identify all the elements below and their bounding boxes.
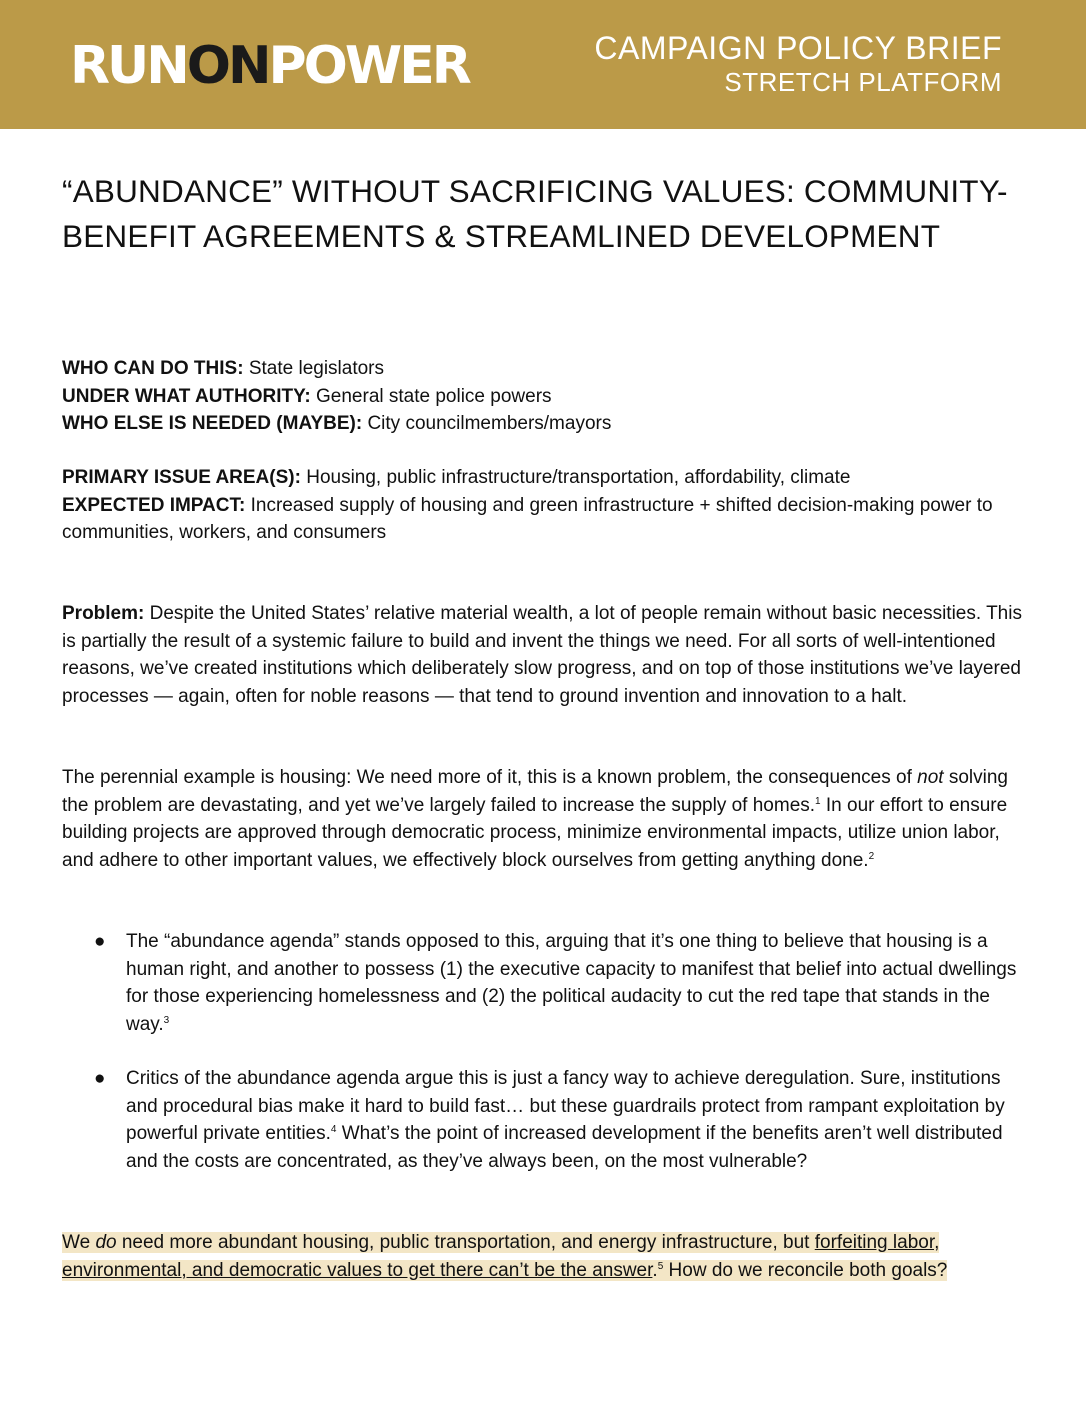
bullet-list-1: [62, 928, 1022, 1038]
housing-text-b: solving the problem are devastating, and yet we’ve largely failed to increase the supply of homes.: [62, 767, 1008, 816]
highlighted-conclusion: [62, 1232, 947, 1281]
bullet-dot-icon: ●: [94, 1068, 106, 1089]
housing-italic: not: [917, 767, 944, 788]
meta-impact-label: EXPECTED IMPACT:: [62, 494, 246, 516]
final-text-d: How do we reconcile both goals?: [663, 1259, 948, 1281]
problem-label: Problem:: [62, 603, 145, 624]
meta-else-label: WHO ELSE IS NEEDED (MAYBE):: [62, 413, 363, 434]
final-underlined-link[interactable]: forfeiting labor, environmental, and democratic values to get there can’t be the answer: [62, 1232, 940, 1281]
brief-title: CAMPAIGN POLICY BRIEF: [594, 30, 1002, 66]
meta-else: [62, 410, 1022, 438]
final-text-b: need more abundant housing, public transportation, and energy infrastructure, but: [116, 1232, 815, 1253]
final-text-a: We: [62, 1232, 96, 1253]
meta-impact: [62, 492, 1022, 547]
housing-text-a: The perennial example is housing: We need more of it, this is a known problem, the consequences of: [62, 767, 918, 788]
meta-block-authority: [62, 355, 1022, 438]
meta-issue-value: Housing, public infrastructure/transportation, affordability, climate: [300, 467, 851, 488]
meta-issue: [62, 464, 1022, 492]
header-banner: [0, 0, 1086, 129]
bullet-2-text-a: Critics of the abundance agenda argue this is just a fancy way to achieve deregulation. Sure, institutions and procedural bias make it hard to build fast… but these guardrails protect from rampant exploitation by powerful private entities.: [126, 1068, 1005, 1144]
footnote-ref-2[interactable]: 2: [868, 850, 875, 862]
bullet-dot-icon: ●: [94, 931, 106, 952]
housing-paragraph: [62, 764, 1022, 874]
bullet-2-text-b: What’s the point of increased development if the benefits aren’t well distributed and the costs are concentrated, as they’ve always been, on the most vulnerable?: [126, 1123, 1003, 1172]
problem-text: Despite the United States’ relative material wealth, a lot of people remain without basic necessities. This is partially the result of a systemic failure to build and invent the things we need. For all sorts of well-intentioned reasons, we’ve created institutions which deliberately slow progress, and on top of those institutions we’ve layered processes — again, often for noble reasons — that tend to ground invention and innovation to a halt.: [62, 603, 1022, 707]
meta-impact-value: Increased supply of housing and green infrastructure + shifted decision-making power to communities, workers, and consumers: [62, 494, 993, 543]
meta-who: [62, 355, 1022, 383]
meta-issue-label: PRIMARY ISSUE AREA(S):: [62, 467, 301, 488]
meta-who-value: State legislators: [243, 358, 385, 379]
bullet-abundance-agenda: [62, 928, 1022, 1038]
brief-subtitle: STRETCH PLATFORM: [724, 67, 1002, 97]
meta-authority-value: General state police powers: [310, 385, 552, 407]
bullet-list-2: [62, 1065, 1022, 1175]
final-italic: do: [95, 1232, 117, 1253]
footnote-ref-1[interactable]: 1: [815, 795, 821, 807]
problem-paragraph: [62, 600, 1022, 710]
runonpower-logo: [70, 36, 469, 96]
meta-block-impact: [62, 464, 1022, 547]
meta-else-value: City councilmembers/mayors: [362, 413, 612, 434]
meta-who-label: WHO CAN DO THIS:: [62, 358, 244, 379]
logo-power: POWER: [268, 36, 469, 96]
document-title: “ABUNDANCE” WITHOUT SACRIFICING VALUES: COMMUNITY-BENEFIT AGREEMENTS & STREAMLINED DEVELOPMENT: [62, 173, 1008, 254]
header-titles: [594, 29, 1002, 97]
bullet-critics: [62, 1065, 1022, 1175]
final-text-c: .: [652, 1259, 658, 1281]
logo-run: RUN: [70, 36, 187, 96]
logo-on: ON: [186, 36, 269, 96]
meta-authority-label: UNDER WHAT AUTHORITY:: [62, 385, 311, 407]
footnote-ref-5[interactable]: 5: [657, 1260, 664, 1272]
bullet-1-text: The “abundance agenda” stands opposed to this, arguing that it’s one thing to believe that housing is a human right, and another to possess (1) the executive capacity to manifest that belief into actual dwellings for those experiencing homelessness and (2) the political audacity to cut the red tape that stands in the way.: [126, 931, 1017, 1035]
meta-authority: [62, 383, 1022, 411]
housing-text-c: In our effort to ensure building projects are approved through democratic process, minimize environmental impacts, utilize union labor, and adhere to other important values, we effectively block ourselves from getting anything done.: [62, 794, 1008, 871]
conclusion-paragraph: [62, 1229, 1022, 1284]
footnote-ref-4[interactable]: 4: [330, 1124, 337, 1135]
footnote-ref-3[interactable]: 3: [163, 1014, 170, 1026]
